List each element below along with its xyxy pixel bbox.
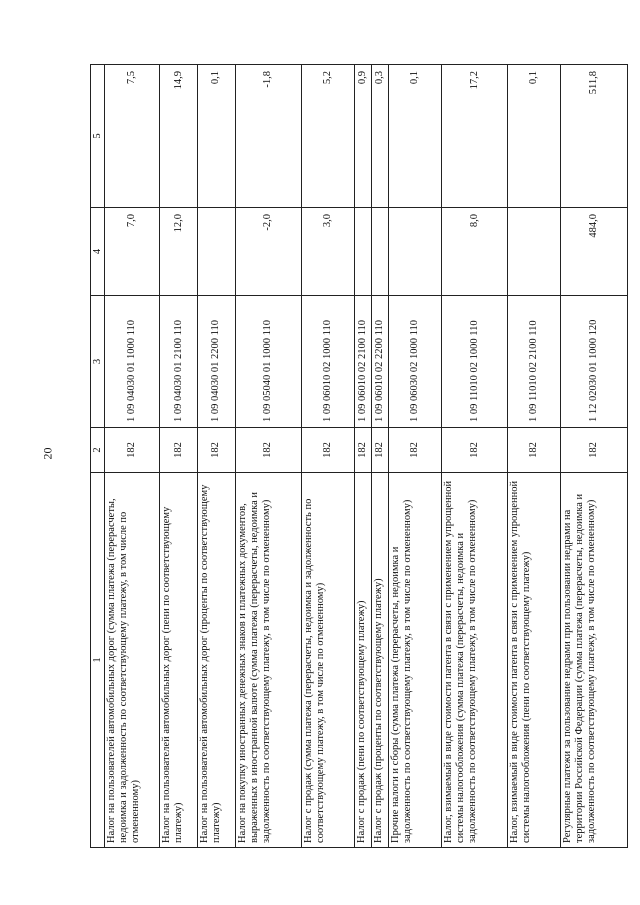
table-row bbox=[105, 65, 160, 848]
cell-kbk: 1 09 04030 01 2200 110 bbox=[198, 296, 236, 428]
cell-value-5: 0,1 bbox=[388, 65, 441, 208]
cell-admin: 182 bbox=[388, 428, 441, 473]
cell-kbk: 1 09 11010 02 1000 110 bbox=[441, 296, 507, 428]
cell-kbk: 1 09 04030 01 2100 110 bbox=[160, 296, 198, 428]
cell-value-4 bbox=[355, 208, 372, 296]
cell-value-4: 3,0 bbox=[302, 208, 355, 296]
cell-name: Налог с продаж (сумма платежа (перерасчеты, недоимка и задолженность по соответствующему платежу, в том числе по отмененному) bbox=[302, 473, 355, 848]
table-row bbox=[302, 65, 355, 848]
cell-kbk: 1 09 06010 02 1000 110 bbox=[302, 296, 355, 428]
cell-admin: 182 bbox=[508, 428, 561, 473]
col-header-2: 2 bbox=[91, 428, 105, 473]
cell-value-4: 484,0 bbox=[561, 208, 628, 296]
cell-value-5: 0,3 bbox=[371, 65, 388, 208]
cell-kbk: 1 09 04030 01 1000 110 bbox=[105, 296, 160, 428]
col-header-5: 5 bbox=[91, 65, 105, 208]
cell-kbk: 1 09 11010 02 2100 110 bbox=[508, 296, 561, 428]
cell-value-5: 7,5 bbox=[105, 65, 160, 208]
cell-admin: 182 bbox=[198, 428, 236, 473]
cell-name: Налог на пользователей автомобильных дорог (пени по соответствующему платежу) bbox=[160, 473, 198, 848]
cell-value-5: 0,1 bbox=[508, 65, 561, 208]
cell-value-4: -2,0 bbox=[235, 208, 301, 296]
cell-name: Налог на пользователей автомобильных дорог (проценты по соответствующему платежу) bbox=[198, 473, 236, 848]
table-row bbox=[441, 65, 507, 848]
cell-name: Налог на пользователей автомобильных дорог (сумма платежа (перерасчеты, недоимка и задолженность по соответствующему платежу, в том числе по отмененному) bbox=[105, 473, 160, 848]
cell-name: Налог, взимаемый в виде стоимости патента в связи с применением упрощенной системы налогообложения (сумма платежа (перерасчеты, недоимка и задолженность по соответствующему платежу, в том числе по отмененному) bbox=[441, 473, 507, 848]
table-row bbox=[235, 65, 301, 848]
page-number: 20 bbox=[40, 447, 55, 460]
table-row bbox=[355, 65, 372, 848]
cell-kbk: 1 09 05040 01 1000 110 bbox=[235, 296, 301, 428]
cell-admin: 182 bbox=[160, 428, 198, 473]
cell-kbk: 1 09 06010 02 2100 110 bbox=[355, 296, 372, 428]
cell-value-4 bbox=[198, 208, 236, 296]
col-header-4: 4 bbox=[91, 208, 105, 296]
cell-value-5: 17,2 bbox=[441, 65, 507, 208]
header-row bbox=[91, 65, 105, 848]
cell-value-4: 12,0 bbox=[160, 208, 198, 296]
cell-value-5: 0,9 bbox=[355, 65, 372, 208]
cell-name: Налог на покупку иностранных денежных знаков и платежных документов, выраженных в иностранной валюте (сумма платежа (перерасчеты, недоимка и задолженность по соответствующему платежу, в том числе по отмененному) bbox=[235, 473, 301, 848]
cell-value-5: 14,9 bbox=[160, 65, 198, 208]
budget-table bbox=[90, 64, 628, 848]
cell-name: Прочие налоги и сборы (сумма платежа (перерасчеты, недоимка и задолженность по соответствующему платежу, в том числе по отмененному) bbox=[388, 473, 441, 848]
cell-value-4 bbox=[371, 208, 388, 296]
cell-value-5: 511,8 bbox=[561, 65, 628, 208]
table-row bbox=[198, 65, 236, 848]
table-row bbox=[561, 65, 628, 848]
table-row bbox=[508, 65, 561, 848]
cell-kbk: 1 09 06030 02 1000 110 bbox=[388, 296, 441, 428]
cell-name: Налог с продаж (проценты по соответствующему платежу) bbox=[371, 473, 388, 848]
cell-name: Регулярные платежи за пользование недрами при пользовании недрами на территории Российской Федерации (сумма платежа (перерасчеты, недоимка и задолженность по соответствующему платежу, в том числе по отмененному) bbox=[561, 473, 628, 848]
cell-value-4: 8,0 bbox=[441, 208, 507, 296]
cell-value-5: 5,2 bbox=[302, 65, 355, 208]
cell-value-4: 7,0 bbox=[105, 208, 160, 296]
cell-admin: 182 bbox=[105, 428, 160, 473]
cell-admin: 182 bbox=[561, 428, 628, 473]
cell-value-5: 0,1 bbox=[198, 65, 236, 208]
rotated-table-wrapper bbox=[90, 65, 628, 848]
cell-value-4 bbox=[508, 208, 561, 296]
cell-admin: 182 bbox=[371, 428, 388, 473]
cell-value-5: -1,8 bbox=[235, 65, 301, 208]
cell-name: Налог с продаж (пени по соответствующему платежу) bbox=[355, 473, 372, 848]
cell-admin: 182 bbox=[441, 428, 507, 473]
cell-admin: 182 bbox=[235, 428, 301, 473]
cell-name: Налог, взимаемый в виде стоимости патента в связи с применением упрощенной системы налогообложения (пени по соответствующему платежу) bbox=[508, 473, 561, 848]
cell-admin: 182 bbox=[302, 428, 355, 473]
table-row bbox=[160, 65, 198, 848]
col-header-3: 3 bbox=[91, 296, 105, 428]
col-header-1: 1 bbox=[91, 473, 105, 848]
cell-value-4 bbox=[388, 208, 441, 296]
table-row bbox=[371, 65, 388, 848]
cell-admin: 182 bbox=[355, 428, 372, 473]
cell-kbk: 1 09 06010 02 2200 110 bbox=[371, 296, 388, 428]
table-row bbox=[388, 65, 441, 848]
cell-kbk: 1 12 02030 01 1000 120 bbox=[561, 296, 628, 428]
